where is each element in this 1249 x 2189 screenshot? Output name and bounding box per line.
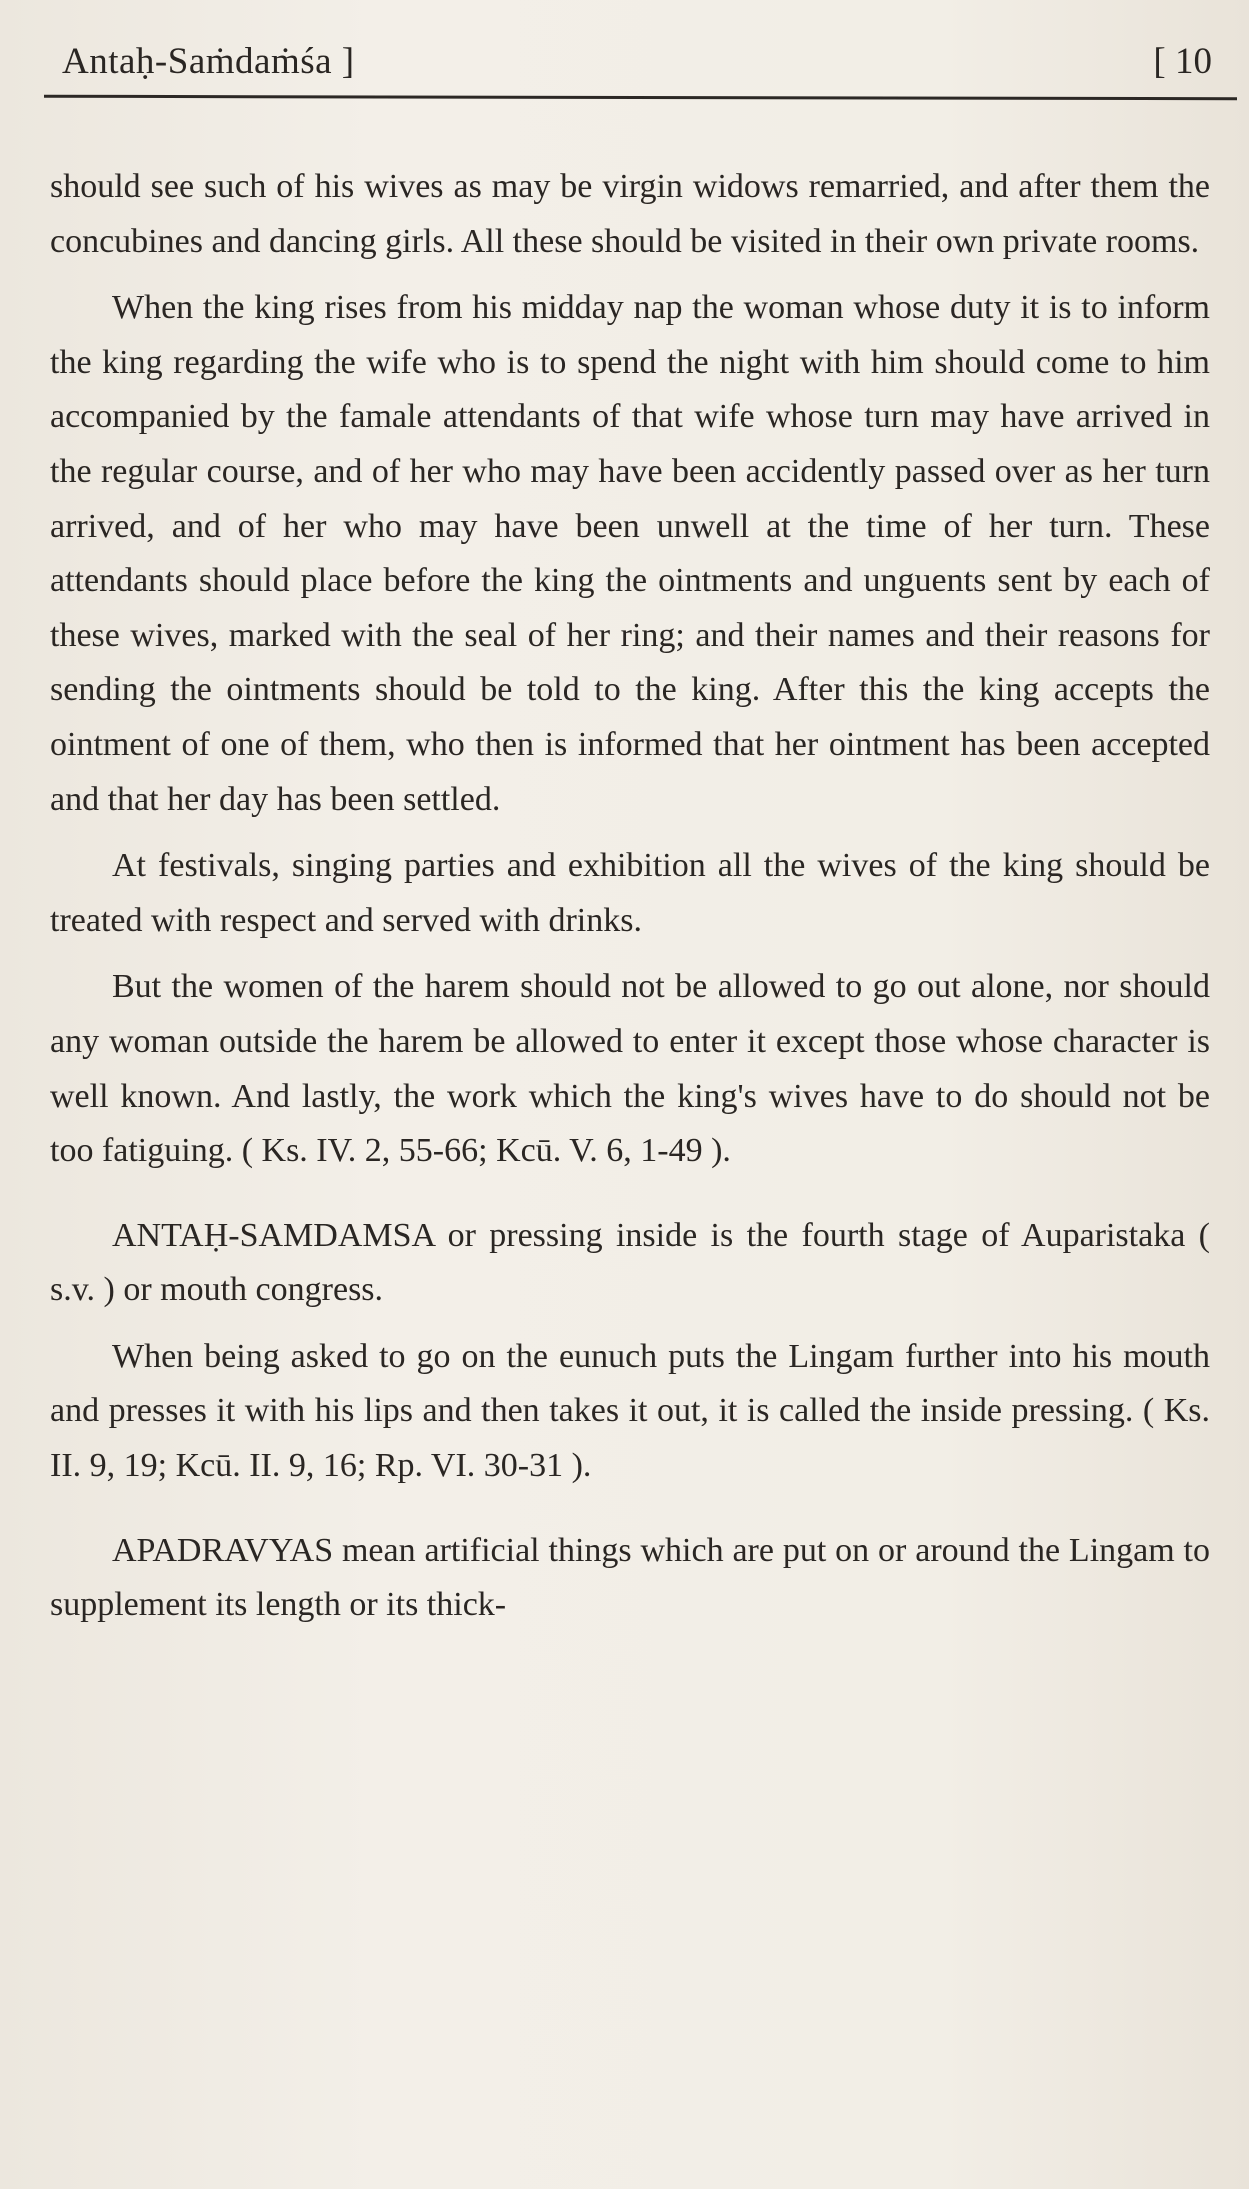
paragraph-inside-pressing: When being asked to go on the eunuch puts the Lingam further into his mouth and presses it with his lips and then takes it out, it is called the inside pressing. ( Ks. II. 9, 19; Kcū. II. 9, 16; Rp. VI. 30-31 ). [50,1337,1210,1485]
paragraph-festivals: At festivals, singing parties and exhibition all the wives of the king should be treated with respect and served with drinks. [50,847,1210,939]
paragraph-midday-nap: When the king rises from his midday nap the woman whose duty it is to inform the king regarding the wife who is to spend the night with him should come to him accompanied by the famale attendants of that wife whose turn may have arrived in the regular course, and of her who may have been accidently passed over as her turn arrived, and of her who may have been unwell at the time of her turn. These attendants should place before the king the ointments and unguents sent by each of these wives, marked with the seal of her ring; and their names and their reasons for sending the ointments should be told to the king. After this the king accepts the ointment of one of them, who then is informed that her ointment has been accepted and that her day has been settled. [50,289,1210,818]
paragraph-apadravyas: APADRAVYAS mean artificial things which are put on or around the Lingam to supplement its length or its thick- [50,1531,1210,1624]
body-text [50,160,1210,1633]
paragraph-antah-samdamsa: ANTAḤ-SAMDAMSA or pressing inside is the fourth stage of Auparistaka ( s.v. ) or mouth congress. [50,1216,1210,1309]
running-head-title: Antaḥ-Saṁdaṁśa ] [62,41,355,82]
page-number: [ 10 [1153,41,1212,82]
header-rule [44,95,1237,100]
paragraph-harem-women: But the women of the harem should not be allowed to go out alone, nor should any woman outside the harem be allowed to enter it except those whose character is well known. And lastly, the work which the king's wives have to do should not be too fatiguing. ( Ks. IV. 2, 55-66; Kcū. V. 6, 1-49 ). [50,968,1210,1170]
paragraph-continuation: should see such of his wives as may be virgin widows remarried, and after them the concubines and dancing girls. All these should be visited in their own private rooms. [50,168,1210,260]
running-head [62,34,1212,94]
